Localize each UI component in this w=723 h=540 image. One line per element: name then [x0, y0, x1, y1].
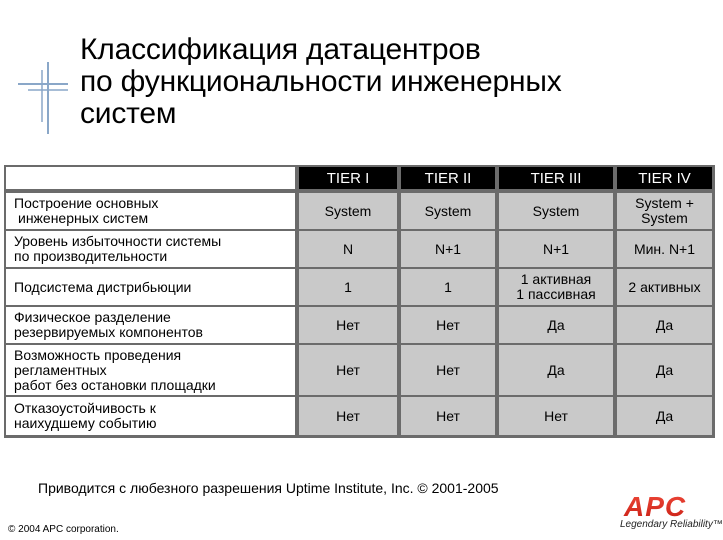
table-cell-line: System [641, 210, 688, 226]
copyright-note: © 2004 APC corporation. [8, 524, 119, 535]
table-cell-line: Нет [336, 361, 360, 378]
table-cell [499, 307, 613, 343]
table-cell [499, 193, 613, 229]
row-label-line: Построение основных [14, 195, 159, 211]
table-cell-line: System [324, 202, 372, 219]
table-cell [617, 345, 712, 395]
table-cell [299, 231, 397, 267]
table-cell-line: Да [655, 361, 674, 378]
row-label-line: Отказоустойчивость к [14, 400, 156, 416]
table-cell [617, 231, 712, 267]
row-label-line: Физическое разделение [14, 309, 171, 325]
row-label [6, 269, 295, 305]
table-cell [617, 397, 712, 435]
table-cell [299, 397, 397, 435]
row-label-line: резервируемых компонентов [14, 324, 203, 340]
title-line: по функциональности инженерных [80, 65, 562, 98]
table-cell-line: Нет [436, 316, 460, 333]
table-cell-line: Мин. N+1 [633, 240, 696, 257]
column-header: TIER II [401, 167, 495, 189]
table-cell-line: 1 [444, 278, 452, 295]
table-cell-line: Да [655, 407, 674, 424]
table-cell-line: Нет [436, 407, 460, 424]
page-title [80, 34, 562, 130]
table-cell [299, 345, 397, 395]
table-cell-line: System [532, 202, 580, 219]
tier-classification-table [4, 165, 715, 438]
table-cell-line: 1 пассивная [516, 286, 596, 302]
table-cell [401, 193, 495, 229]
credit-note: Приводится с любезного разрешения Uptime Institute, Inc. © 2001-2005 [38, 480, 499, 496]
row-label-line: инженерных систем [18, 210, 149, 226]
table-cell [401, 231, 495, 267]
table-cell [499, 269, 613, 305]
table-cell-line: Да [655, 316, 674, 333]
row-label [6, 345, 295, 395]
column-header: TIER IV [617, 167, 712, 189]
table-cell-line: Нет [544, 407, 568, 424]
table-cell [299, 307, 397, 343]
table-cell-line: 1 [344, 278, 352, 295]
header-blank-cell [6, 167, 295, 189]
title-line: систем [80, 97, 177, 130]
table-cell-line: System [424, 202, 472, 219]
table-cell [299, 269, 397, 305]
table-cell [617, 193, 712, 229]
table-cell [401, 397, 495, 435]
row-label [6, 231, 295, 267]
table-cell [401, 345, 495, 395]
table-cell-line: Да [547, 361, 565, 378]
table-cell-line: Нет [436, 361, 460, 378]
table-cell-line: Нет [336, 316, 360, 333]
table-cell-line: System + [635, 195, 694, 211]
row-label-line: регламентных [14, 361, 107, 378]
table-cell-line: 1 активная [520, 271, 592, 287]
table-cell-line: N+1 [434, 240, 462, 257]
table-cell-line: 2 активных [628, 278, 701, 295]
row-label-line: Возможность проведения [14, 346, 182, 363]
table-cell [401, 307, 495, 343]
title-line: Классификация датацентров [80, 33, 481, 66]
row-label [6, 397, 295, 435]
table-cell-line: N+1 [542, 240, 570, 257]
row-label [6, 193, 295, 229]
table-cell [299, 193, 397, 229]
row-label [6, 307, 295, 343]
column-header: TIER I [299, 167, 397, 189]
row-label-line: Уровень избыточности системы [14, 233, 222, 249]
table-cell [401, 269, 495, 305]
table-cell-line: N [342, 240, 354, 257]
logo-tagline: Legendary Reliability™ [620, 519, 723, 530]
svg-text:APC: APC [624, 491, 687, 522]
table-cell [617, 269, 712, 305]
table-cell [499, 397, 613, 435]
row-label-line: по производительности [14, 248, 168, 264]
row-label-line: Подсистема дистрибьюции [14, 278, 192, 295]
column-header: TIER III [499, 167, 613, 189]
cross-lines-icon [18, 62, 68, 134]
row-label-line: работ без остановки площадки [14, 376, 216, 393]
table-cell [499, 345, 613, 395]
table-cell [617, 307, 712, 343]
row-label-line: наихудшему событию [14, 415, 157, 431]
table-cell-line: Нет [336, 407, 360, 424]
table-cell-line: Да [547, 316, 565, 333]
table-cell [499, 231, 613, 267]
